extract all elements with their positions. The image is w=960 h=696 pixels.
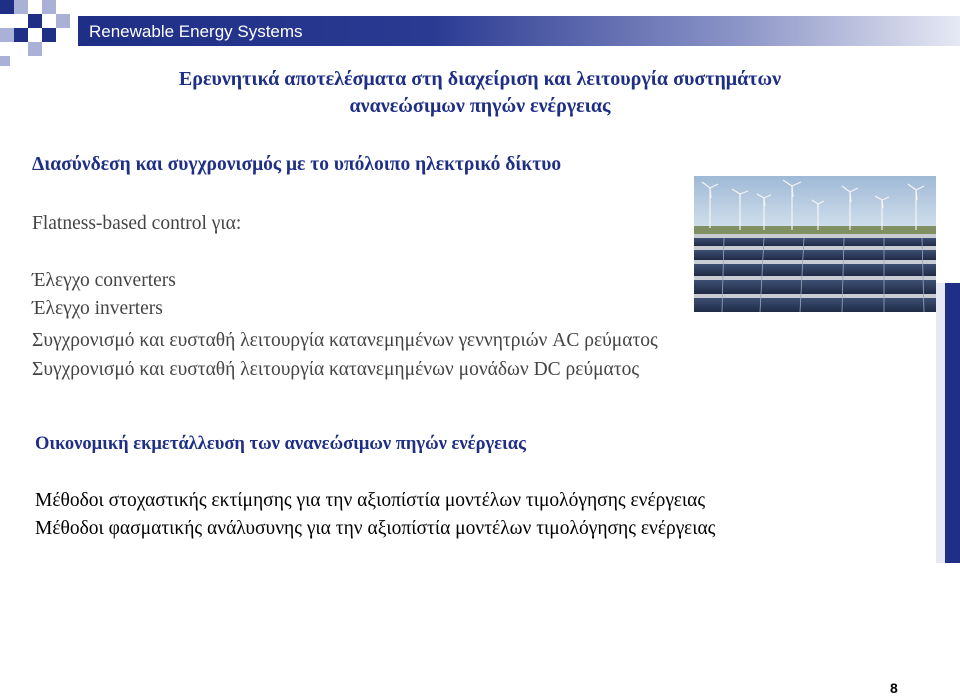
decor-square [28, 14, 42, 28]
list-item: Συγχρονισμό και ευσταθή λειτουργία κατανεμημένων μονάδων DC ρεύματος [32, 359, 640, 380]
header-title: Renewable Energy Systems [89, 22, 303, 41]
slide-heading-line2: ανανεώσιμων πηγών ενέργειας [349, 95, 611, 117]
decor-square [42, 28, 56, 42]
decor-square [0, 28, 14, 42]
page-number: 8 [890, 680, 898, 696]
list-item: Συγχρονισμό και ευσταθή λειτουργία κατανεμημένων γεννητριών AC ρεύματος [32, 330, 658, 351]
decor-square [56, 14, 70, 28]
side-accent-bar [945, 283, 960, 563]
decor-square [0, 56, 10, 66]
decor-square [0, 0, 14, 14]
slide-heading-line1: Ερευνητικά αποτελέσματα στη διαχείριση και λειτουργία συστημάτων [178, 68, 782, 90]
list-item: Μέθοδοι φασματικής ανάλυσυνης για την αξιοπίστία μοντέλων τιμολόγησης ενέργειας [35, 518, 716, 539]
list-item: Έλεγχο converters [32, 270, 176, 291]
header-bar [78, 16, 960, 46]
section-title-economics: Οικονομική εκμετάλλευση των ανανεώσιμων πηγών ενέργειας [35, 434, 526, 454]
solar-wind-photo [694, 176, 936, 312]
decor-square [42, 0, 56, 14]
list-item: Μέθοδοι στοχαστικής εκτίμησης για την αξιοπίστία μοντέλων τιμολόγησης ενέργειας [35, 490, 706, 511]
decor-square [14, 28, 28, 42]
flatness-label: Flatness-based control για: [32, 213, 242, 234]
list-item: Έλεγχο inverters [32, 298, 163, 319]
decor-square [14, 0, 28, 14]
decor-square [28, 42, 42, 56]
section-title-interconnection: Διασύνδεση και συγχρονισμός με το υπόλοιπο ηλεκτρικό δίκτυο [32, 154, 562, 175]
